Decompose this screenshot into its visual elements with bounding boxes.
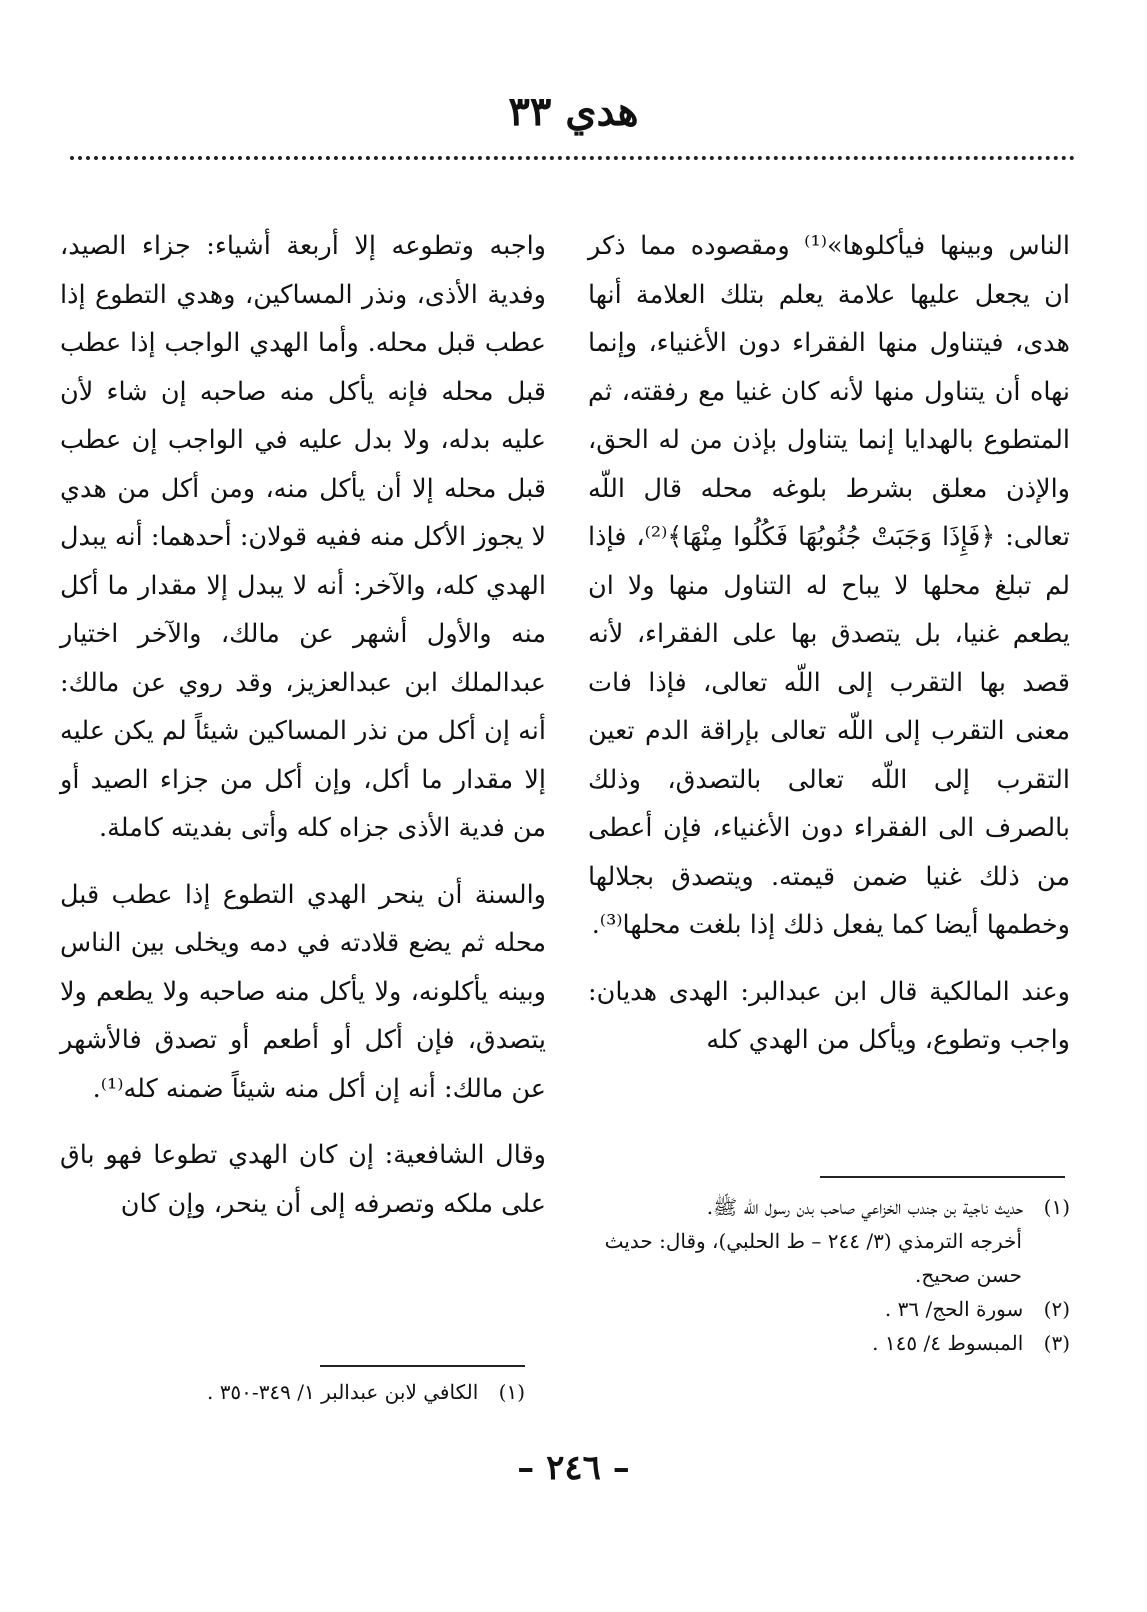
footnote	[150, 1375, 525, 1409]
page-number: – ٢٤٦ –	[517, 1448, 630, 1488]
footnotes-left	[150, 1375, 525, 1409]
footnote-separator	[320, 1365, 525, 1367]
footnote-text: سورة الحج/ ٣٦ .	[884, 1297, 1024, 1321]
paragraph: واجبه وتطوعه إلا أربعة أشياء: جزاء الصيد، وفدية الأذى، ونذر المساكين، وهدي التطوع إذا عطب قبل محله. وأما الهدي الواجب إذا عطب قبل محله فإنه يأكل منه صاحبه إن شاء لأن عليه بدله، ولا بدل عليه في الواجب إن عطب قبل محله إلا أن يأكل منه، ومن أكل من هدي لا يجوز الأكل منه ففيه قولان: أحدهما: أنه يبدل الهدي كله، والآخر: أنه لا يبدل إلا مقدار ما أكل منه والأول أشهر عن مالك، والآخر اختيار عبدالملك ابن عبدالعزيز، وقد روي عن مالك: أنه إن أكل من نذر المساكين شيئاً لم يكن عليه إلا مقدار ما أكل، وإن أكل من جزاء الصيد أو من فدية الأذى جزاه كله وأتى بفديته كاملة.	[60, 231, 546, 843]
footnote	[585, 1326, 1070, 1360]
footnote-text: حديث ناجية بن جندب الخزاعي صاحب بدن رسول الله ﷺ.	[706, 1195, 1024, 1219]
footnote-separator	[820, 1176, 1065, 1178]
footnote-text: أخرجه الترمذي (٣/ ٢٤٤ – ط الحلبي)، وقال: حديث حسن صحيح.	[604, 1229, 1022, 1287]
footnote-number: (٢)	[1043, 1297, 1070, 1321]
page-title: هدي ٣٣	[508, 88, 639, 135]
paragraph: وعند المالكية قال ابن عبدالبر: الهدى هديان: واجب وتطوع، ويأكل من الهدي كله	[588, 976, 1070, 1055]
footnote	[585, 1292, 1070, 1326]
left-text-column	[60, 222, 546, 1246]
right-text-column	[588, 222, 1070, 1083]
paragraph: وقال الشافعية: إن كان الهدي تطوعا فهو باق على ملكه وتصرفه إلى أن ينحر، وإن كان	[60, 1140, 546, 1219]
footnote	[585, 1190, 1070, 1292]
dotted-divider	[70, 156, 1075, 160]
paragraph: والسنة أن ينحر الهدي التطوع إذا عطب قبل محله ثم يضع قلادته في دمه ويخلى بين الناس وبينه يأكلونه، ولا يأكل منه صاحبه ولا يطعم ولا يتصدق، فإن أكل أو أطعم أو تصدق فالأشهر عن مالك: أنه إن أكل منه شيئاً ضمنه كله⁽¹⁾.	[60, 879, 546, 1104]
footnote-text: المبسوط ٤/ ١٤٥ .	[872, 1331, 1024, 1355]
paragraph: الناس وبينها فيأكلوها»⁽¹⁾ ومقصوده مما ذكر ان يجعل عليها علامة يعلم بتلك العلامة أنها هدى، فيتناول منها الفقراء دون الأغنياء، وإنما نهاه أن يتناول منها لأنه كان غنيا مع رفقته، ثم المتطوع بالهدايا إنما يتناول بإذن من له الحق، والإذن معلق بشرط بلوغه محله قال اللّه تعالى: ﴿فَإِذَا وَجَبَتْ جُنُوبُهَا فَكُلُوا مِنْهَا﴾⁽²⁾، فإذا لم تبلغ محلها لا يباح له التناول منها ولا ان يطعم غنيا، بل يتصدق بها على الفقراء، لأنه قصد بها التقرب إلى اللّه تعالى، فإذا فات معنى التقرب إلى اللّه تعالى بإراقة الدم تعين التقرب إلى اللّه تعالى بالتصدق، وذلك بالصرف الى الفقراء دون الأغنياء، فإن أعطى من ذلك غنيا ضمن قيمته. ويتصدق بجلالها وخطمها أيضا كما يفعل ذلك إذا بلغت محلها⁽³⁾.	[588, 231, 1071, 940]
footnote-number: (١)	[498, 1380, 525, 1404]
footnote-text: الكافي لابن عبدالبر ١/ ٣٤٩-٣٥٠ .	[206, 1380, 479, 1404]
footnotes-right	[585, 1190, 1070, 1360]
footnote-number: (١)	[1043, 1195, 1070, 1219]
footnote-number: (٣)	[1043, 1331, 1070, 1355]
